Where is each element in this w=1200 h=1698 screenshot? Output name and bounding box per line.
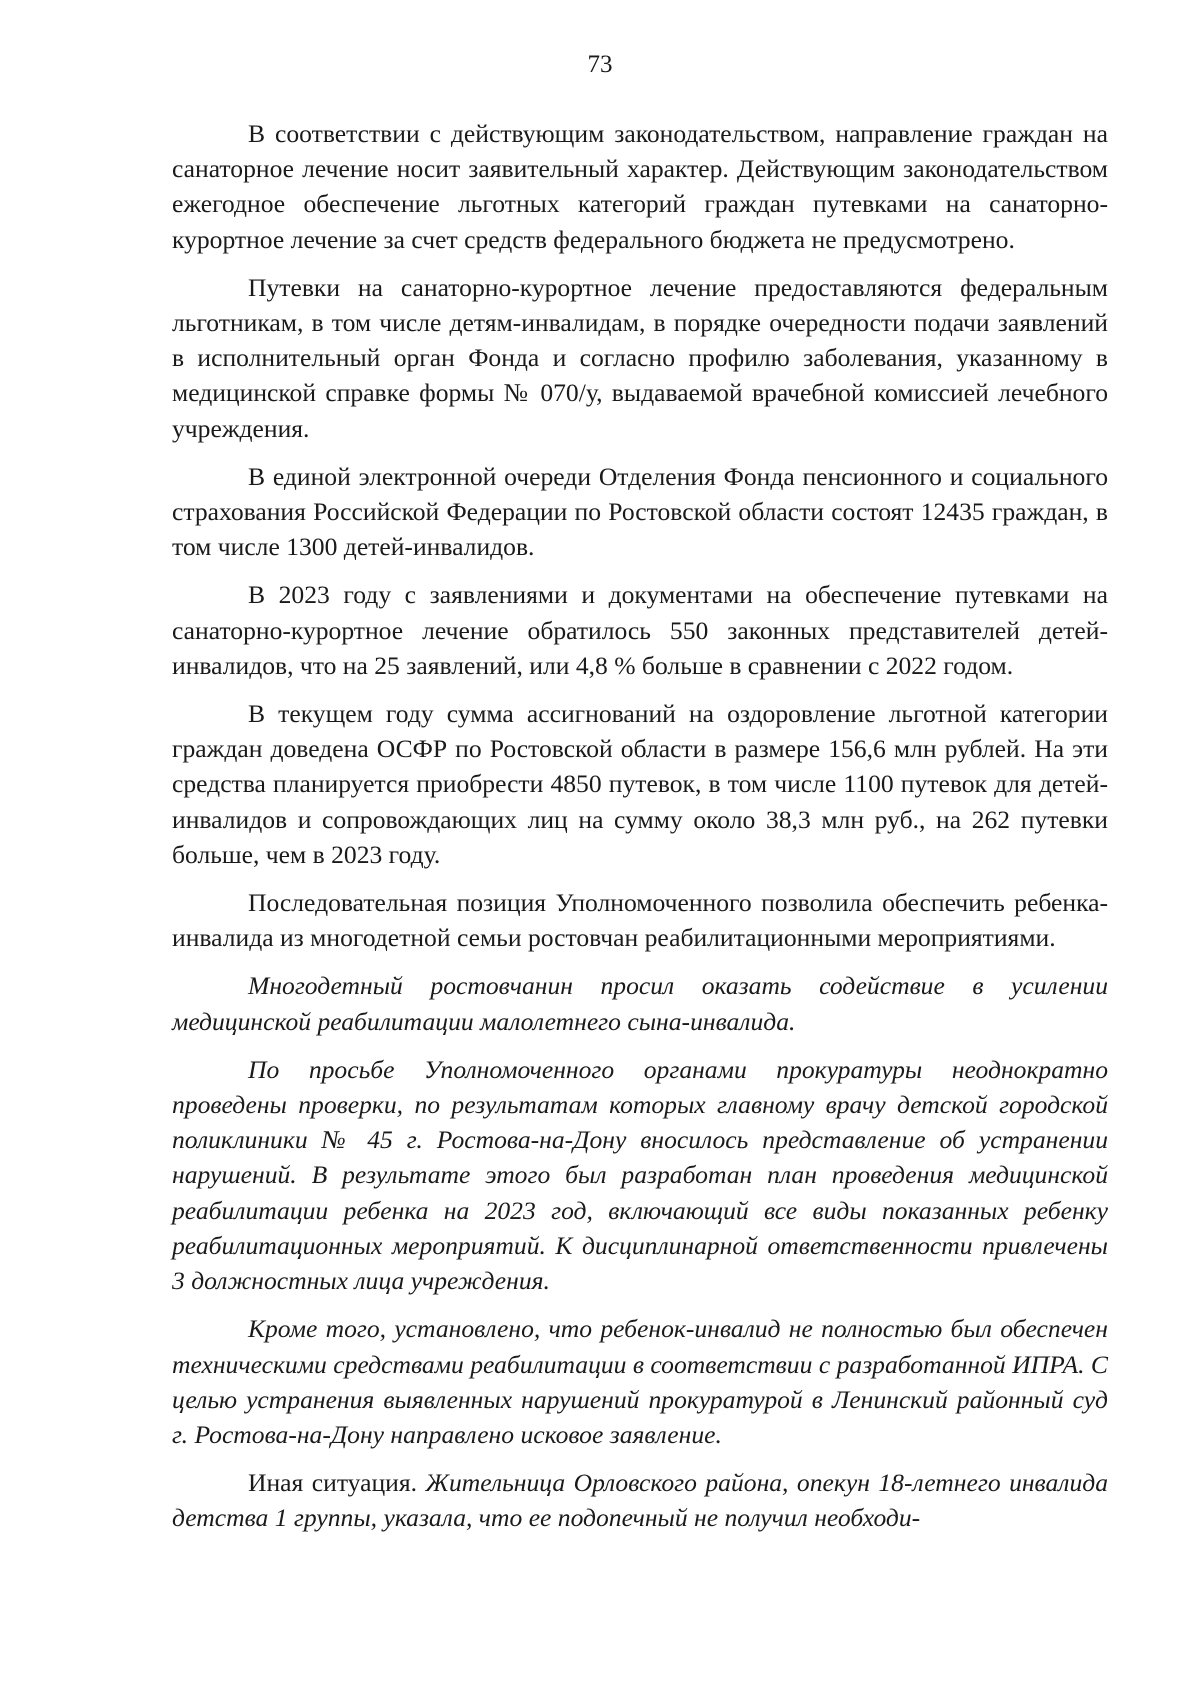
paragraph-3: В единой электронной очереди Отделения Фонда пенсионного и социального страхования Российской Федерации по Ростовской области состоят 12435 граждан, в том числе 1300 детей-инвалидов. <box>172 461 1108 562</box>
paragraph-5: В текущем году сумма ассигнований на оздоровление льготной категории граждан доведена ОСФР по Ростовской области в размере 156,6 млн рублей. На эти средства планируется приобрести 4850 путевок, в том числе 1100 путевок для детей-инвалидов и сопровождающих лиц на сумму около 38,3 млн руб., на 262 путевки больше, чем в 2023 году. <box>172 699 1108 869</box>
paragraph-2: Путевки на санаторно-курортное лечение предоставляются федеральным льготникам, в том числе детям-инвалидам, в порядке очередности подачи заявлений в исполнительный орган Фонда и согласно профилю заболевания, указанному в медицинской справке формы № 070/у, выдаваемой врачебной комиссией лечебного учреждения. <box>172 272 1108 443</box>
paragraph-7-italic: Многодетный ростовчанин просил оказать содействие в усилении медицинской реабилитации малолетнего сына-инвалида. <box>172 971 1108 1036</box>
page-number: 73 <box>587 51 613 78</box>
paragraph-10-italic-rest: Жительница Орловского района, опекун 18-летнего инвалида детства 1 группы, указала, что ее подопечный не получил необходи- <box>172 1468 1108 1533</box>
paragraph-10-lead: Иная ситуация. <box>248 1468 418 1498</box>
paragraph-9-italic: Кроме того, установлено, что ребенок-инвалид не полностью был обеспечен техническими средствами реабилитации в соответствии с разработанной ИПРА. С целью устранения выявленных нарушений прокуратурой в Ленинский районный суд г. Ростова-на-Дону направлено исковое заявление. <box>172 1314 1108 1449</box>
paragraph-6: Последовательная позиция Уполномоченного позволила обеспечить ребенка-инвалида из многодетной семьи ростовчан реабилитационными мероприятиями. <box>172 888 1108 953</box>
paragraph-4: В 2023 году с заявлениями и документами на обеспечение путевками на санаторно-курортное лечение обратилось 550 законных представителей детей-инвалидов, что на 25 заявлений, или 4,8 % больше в сравнении с 2022 годом. <box>172 580 1108 680</box>
paragraph-10 <box>172 1465 1108 1535</box>
page-body <box>172 116 1108 1549</box>
paragraph-1: В соответствии с действующим законодательством, направление граждан на санаторное лечение носит заявительный характер. Действующим законодательством ежегодное обеспечение льготных категорий граждан путевками на санаторно-курортное лечение за счет средств федерального бюджета не предусмотрено. <box>172 119 1108 254</box>
paragraph-8-italic: По просьбе Уполномоченного органами прокуратуры неоднократно проведены проверки, по результатам которых главному врачу детской городской поликлиники № 45 г. Ростова-на-Дону вносилось представление об устранении нарушений. В результате этого был разработан план проведения медицинской реабилитации ребенка на 2023 год, включающий все виды показанных ребенку реабилитационных мероприятий. К дисциплинарной ответственности привлечены 3 должностных лица учреждения. <box>172 1054 1108 1296</box>
